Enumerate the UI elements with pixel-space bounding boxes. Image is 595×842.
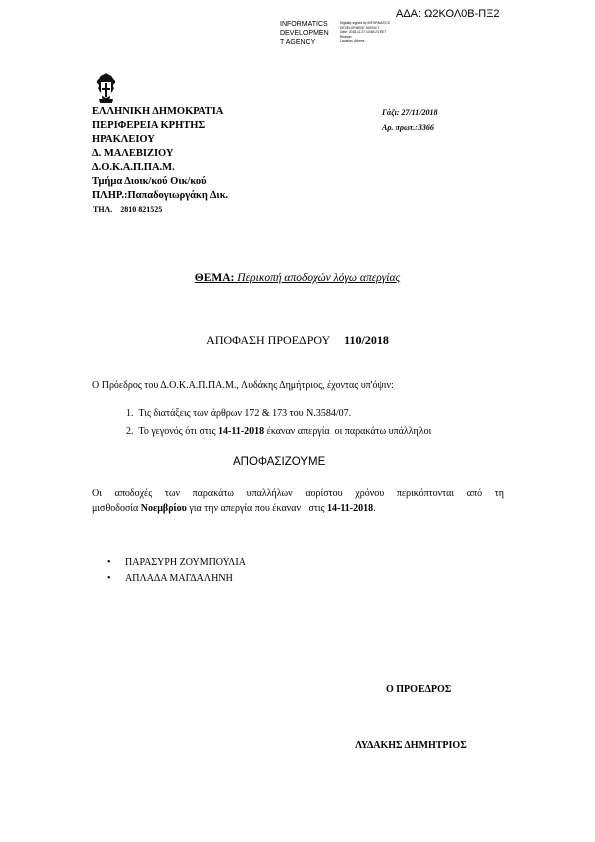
header-municipality: Δ. ΜΑΛΕΒΙΖΙΟΥ <box>92 148 174 159</box>
payroll-text: μισθοδοσία <box>92 503 141 514</box>
bullet-icon: • <box>107 573 111 584</box>
header-region: ΠΕΡΙΦΕΡΕΙΑ ΚΡΗΤΗΣ <box>92 120 206 131</box>
decision-paragraph-line1: Οι αποδοχές των παρακάτω υπαλλήλων αορίστου χρόνου περικόπτονται από τη <box>92 488 504 499</box>
consideration-number: 1. <box>126 408 134 419</box>
header-country: ΕΛΛΗΝΙΚΗ ΔΗΜΟΚΡΑΤΙΑ <box>92 106 224 117</box>
strike-date: 14-11-2018 <box>218 426 265 437</box>
stamp-detail-line: Date: 2018.11.27 10:58:23 EET <box>340 30 387 35</box>
signature-role: Ο ΠΡΟΕΔΡΟΣ <box>386 684 452 695</box>
consideration-text-end: έκαναν απεργία οι παρακάτω υπάλληλοι <box>264 426 432 437</box>
decision-title <box>0 333 595 348</box>
subject-label: ΘΕΜΑ: <box>194 272 235 284</box>
stamp-detail-line: Reason: <box>340 34 353 39</box>
payroll-month: Νοεμβρίου <box>140 503 187 514</box>
employee-name: ΠΑΡΑΣΥΡΗ ΖΟΥΜΠΟΥΛΙΑ <box>125 557 246 568</box>
stamp-detail-line: Location: Athens <box>340 39 365 44</box>
consideration-item <box>126 426 431 437</box>
header-phone: ΤΗΛ. 2810 821525 <box>93 205 163 214</box>
header-organization: Δ.Ο.Κ.Α.Π.ΠΑ.Μ. <box>92 162 175 173</box>
greek-coat-of-arms-icon <box>94 72 118 106</box>
header-contact: ΠΛΗΡ.:Παπαδογιωργάκη Δικ. <box>92 190 229 201</box>
stamp-detail-line: DEVELOPMENT AGENCY <box>340 25 380 30</box>
decision-heading: ΑΠΟΦΑΣΗ ΠΡΟΕΔΡΟΥ <box>206 333 331 347</box>
strike-text: για την απεργία που έκαναν στις <box>186 503 328 514</box>
document-date: Γάζι: 27/11/2018 <box>382 108 438 117</box>
consideration-number: 2. <box>126 426 134 437</box>
decides-heading: ΑΠΟΦΑΣΙΖΟΥΜΕ <box>233 456 326 468</box>
header-department: Τμήμα Διοικ/κού Οικ/κού <box>92 176 207 187</box>
signature-name: ΛΥΔΑΚΗΣ ΔΗΜΗΤΡΙΟΣ <box>355 740 467 751</box>
consideration-text: Τις διατάξεις των άρθρων 172 & 173 του Ν.3584/07. <box>138 408 352 419</box>
header-city: ΗΡΑΚΛΕΙΟΥ <box>92 134 155 145</box>
ada-code: ΑΔΑ: Ω2ΚΟΛ0Β-ΠΞ2 <box>396 8 500 20</box>
list-item <box>107 557 246 568</box>
stamp-line: T AGENCY <box>280 39 316 46</box>
decision-paragraph-line2 <box>92 503 376 514</box>
subject-text: Περικοπή αποδοχών λόγω απεργίας <box>234 272 401 284</box>
digital-signature-stamp <box>280 20 329 47</box>
list-item <box>107 573 233 584</box>
stamp-line: DEVELOPMEN <box>280 30 329 37</box>
consideration-item <box>126 408 351 419</box>
protocol-number: Αρ. πρωτ.:3366 <box>382 123 434 132</box>
stamp-detail-line: Digitally signed by INFORMATICS <box>340 21 390 25</box>
period: . <box>373 503 376 514</box>
digital-signature-details <box>340 21 390 44</box>
subject-line <box>0 272 595 284</box>
bullet-icon: • <box>107 557 111 568</box>
consideration-text: Το γεγονός ότι στις <box>138 426 219 437</box>
decision-number: 110/2018 <box>344 333 389 347</box>
employee-name: ΑΠΛΑΔΑ ΜΑΓΔΑΛΗΝΗ <box>125 573 233 584</box>
intro-text: Ο Πρόεδρος του Δ.Ο.Κ.Α.Π.ΠΑ.Μ., Λυδάκης Δημήτριος, έχοντας υπ'όψιν: <box>92 380 394 391</box>
strike-date-paragraph: 14-11-2018 <box>327 503 374 514</box>
stamp-line: INFORMATICS <box>280 21 328 28</box>
